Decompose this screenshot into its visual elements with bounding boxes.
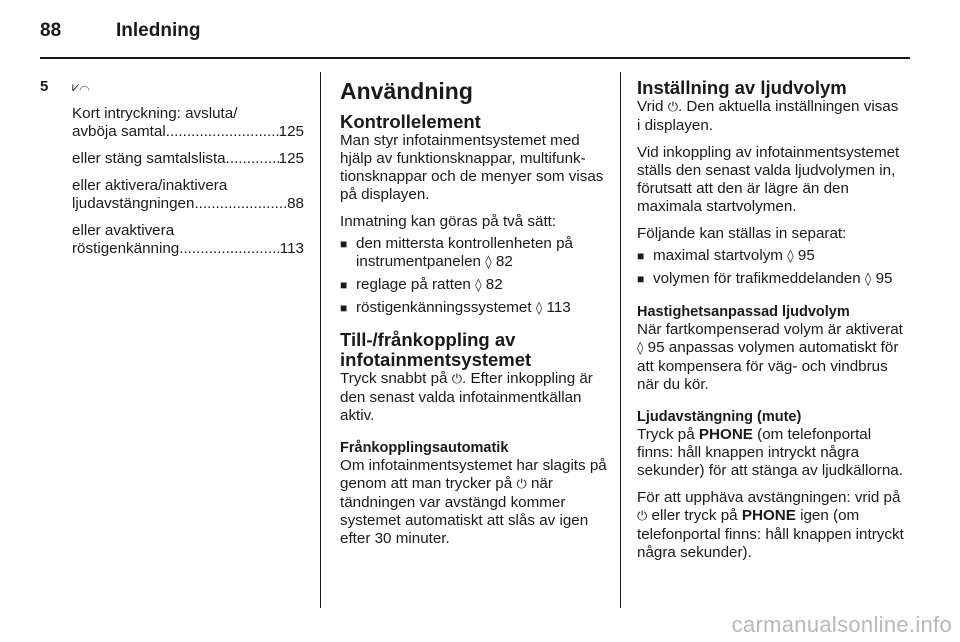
paragraph: Om infotainmentsystemet har slagits på genom att man trycker på ⏻ när tändningen var avstängd kommer systemet automatiskt att slås av igen efter 30 minuter. [340, 457, 607, 547]
page-ref[interactable]: 95 [647, 339, 665, 356]
bullet-list [340, 235, 608, 318]
paragraph: Vrid ⏻. Den aktuella inställningen visas i displayen. [637, 98, 899, 134]
page-ref[interactable]: 88 [287, 195, 304, 212]
page-ref[interactable]: 95 [797, 247, 815, 264]
column-divider-right [620, 72, 621, 608]
page-ref-icon: ◊ [535, 301, 543, 316]
page-ref[interactable]: 82 [495, 253, 513, 270]
heading-hastighetsanpassad: Hastighetsanpassad ljudvolym [637, 304, 850, 320]
left-entry-4: eller avaktivera röstigenkänning ..... 113 [72, 222, 304, 258]
section-title: Användning [340, 78, 473, 104]
page-ref[interactable]: 125 [278, 150, 304, 167]
left-entry-3: eller aktivera/inaktivera ljudavstängningen ..... 88 [72, 177, 304, 213]
paragraph: När fartkompenserad volym är aktiverat ◊ 95 anpassas volymen automatiskt för att kompensera för väg- och vindbrus när du kör. [637, 321, 903, 393]
phone-key-label: PHONE [741, 507, 796, 524]
phone-hangup-icon: ⩗⌒ [72, 80, 90, 95]
item-number: 5 [40, 78, 49, 95]
column-divider-left [320, 72, 321, 608]
phone-key-label: PHONE [698, 426, 753, 443]
heading-kontrollelement: Kontrollelement [340, 111, 481, 132]
page-ref-icon: ◊ [475, 278, 482, 293]
left-entry-2: eller stäng samtalslista ..... 125 [72, 150, 304, 168]
heading-ljudvolym: Inställning av ljudvolym [637, 77, 847, 98]
page-ref[interactable]: 125 [278, 123, 304, 140]
paragraph: Följande kan ställas in separat: [637, 225, 847, 242]
heading-frankopplingsautomatik: Frånkopplingsautomatik [340, 440, 509, 456]
list-item: ■ maximal startvolym ◊ 95 [637, 247, 905, 266]
header-rule [40, 57, 910, 59]
paragraph: Tryck på PHONE (om telefonportal finns: håll knappen intryckt några sekunder) för att stänga av ljudkällorna. [637, 426, 903, 479]
page-ref[interactable]: 95 [875, 270, 893, 287]
paragraph: För att upphäva avstängningen: vrid på ⏻ eller tryck på PHONE igen (om telefonportal finns: håll knappen intryckt några sekunder). [637, 489, 904, 561]
page-ref[interactable]: 113 [279, 240, 304, 257]
page-ref-icon: ◊ [864, 272, 872, 287]
power-icon: ⏻ [637, 509, 648, 524]
page-ref-icon: ◊ [485, 255, 492, 270]
chapter-title: Inledning [116, 20, 201, 41]
power-icon: ⏻ [667, 100, 678, 115]
page-ref-icon: ◊ [637, 341, 644, 356]
list-item: ■ volymen för trafikmeddelanden ◊ 95 [637, 270, 905, 289]
left-column [40, 78, 304, 267]
paragraph: Man styr infotainmentsystemet med hjälp av funktionsknappar, multifunktionsknappar och de menyer som visas på displayen. [340, 132, 604, 203]
power-icon: ⏻ [451, 372, 463, 387]
page-ref[interactable]: 113 [546, 299, 571, 316]
list-item: ■ reglage på ratten ◊ 82 [340, 276, 608, 295]
power-icon: ⏻ [516, 477, 527, 492]
watermark: carmanualsonline.info [731, 612, 952, 637]
middle-column [340, 78, 608, 557]
paragraph: Tryck snabbt på ⏻. Efter inkoppling är den senast valda infotainmentkällan aktiv. [340, 370, 593, 424]
right-column [637, 78, 905, 571]
heading-till-frankoppling: Till-/frånkoppling av infotainmentsystemet [340, 329, 532, 370]
bullet-list [637, 247, 905, 289]
paragraph: Vid inkoppling av infotainmentsystemet ställs den senast valda ljudvolymen in, förutsatt att den är lägre än den maximala startvolymen. [637, 144, 900, 215]
page-number: 88 [40, 20, 62, 41]
page-header [40, 20, 910, 60]
page-ref-icon: ◊ [787, 249, 794, 264]
list-item: ■ röstigenkänningssystemet ◊ 113 [340, 299, 608, 318]
heading-ljudavstangning: Ljudavstängning (mute) [637, 409, 802, 425]
list-item: ■ den mittersta kontrollenheten på instrumentpanelen ◊ 82 [340, 235, 608, 272]
page-ref[interactable]: 82 [485, 276, 503, 293]
left-entry-1: Kort intryckning: avsluta/ avböja samtal ..... 125 [72, 105, 304, 141]
paragraph: Inmatning kan göras på två sätt: [340, 213, 557, 230]
